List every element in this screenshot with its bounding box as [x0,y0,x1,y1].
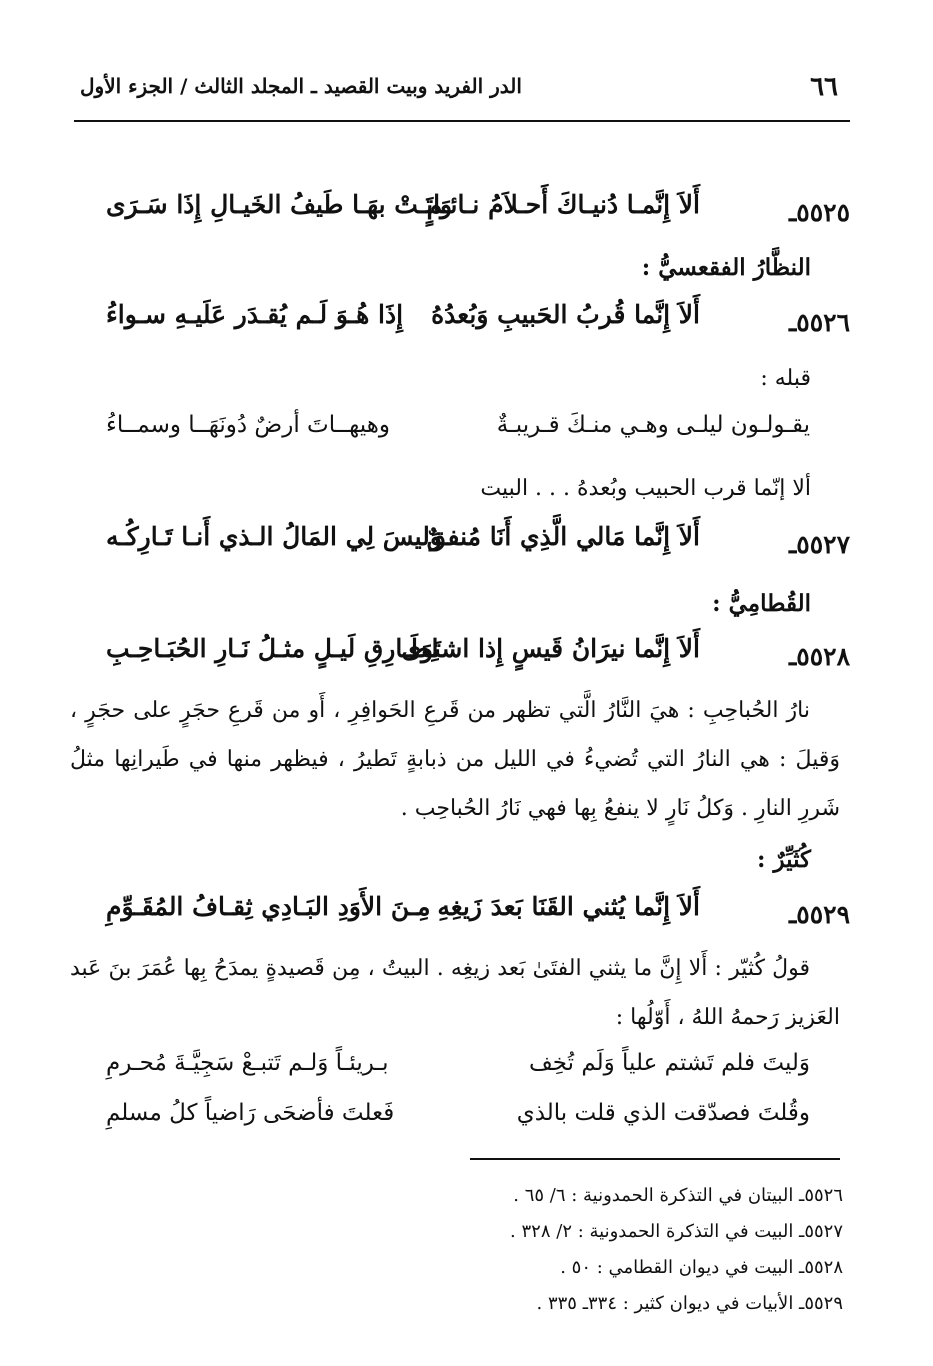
verse-5525 [98,190,850,236]
verse-number: ٥٥٢٥ـ [788,198,850,227]
quoted-verse [98,1050,810,1096]
footnotes [510,1178,843,1322]
header-rule [74,120,850,122]
running-title: الدر الفريد وبيت القصيد ـ المجلد الثالث / الجزء الأول [80,74,522,98]
verse-first-hemistich: أَلاَ إِنَّما مَالي الَّذِي أَنَا مُنفقٌ [426,522,700,551]
verse-5527 [98,522,850,568]
verse-5528 [98,634,850,680]
poet-name: كُثَيِّرٌ : [756,846,811,873]
verse-first-hemistich: أَلاَ إِنَّما قُربُ الحَبيبِ وَبُعدُهُ [431,300,700,329]
verse-second-hemistich: وَليسَ لِي المَالُ الـذي أَنـا تَـارِكُـه [106,522,442,551]
page-number: ٦٦ [810,72,838,102]
footnote-rule [470,1158,840,1160]
verse-number: ٥٥٢٦ـ [788,308,850,337]
verse-second-hemistich: لِطَـارِقِ لَيـلٍ مثـلُ نَـارِ الحُبَـاحِـبِ [106,634,439,663]
verse-number: ٥٥٢٨ـ [788,642,850,671]
footnote: ٥٥٢٩ـ الأبيات في ديوان كثير : ٣٣٤ـ ٣٣٥ . [536,1293,843,1314]
verse-first-hemistich: أَلاَ إِنَّما نيرَانُ قَيسٍ إِذا اشتَوَى [401,634,700,663]
note-text: ألا إنّما قرب الحبيب وبُعدهُ . . . البيت [480,476,811,501]
verse-second-hemistich: وَاتَـتْ بهَـا طَيفُ الخَيـالِ إِذَا سَـرَى [106,190,453,219]
verse-first-hemistich: أَلاَ إِنَّمـا دُنيـاكَ أَحـلاَمُ نـائـمٍ [426,190,700,219]
note-text: قبله : [760,366,811,391]
footnote: ٥٥٢٦ـ البيتان في التذكرة الحمدونية : ٦/ ٦٥ . [513,1185,843,1206]
verse-first-hemistich: وَليتَ فلم تَشتم علياً وَلَم تُخِف [528,1050,810,1076]
commentary-paragraph: قولُ كُثيّر : أَلا إِنَّ ما يثني الفتَىٰ بَعد زيغِه . البيتُ ، مِن قَصيدةٍ يمدَحُ بِها عُمَرَ بنَ عَبد العَزيز رَحمهُ اللهُ ، أَوّلُها : [70,956,840,1030]
verse-number: ٥٥٢٩ـ [788,900,850,929]
verse-first-hemistich: وقُلتَ فصدّقت الذي قلت بالذي [516,1100,810,1126]
verse-first-hemistich: يقـولـون ليلـى وهـي منـكَ قـريبـةٌ [496,412,810,438]
verse-first-hemistich: أَلاَ إِنَّما يُثني القَنَا بَعدَ زَيغِهِ [437,892,700,921]
verse-second-hemistich: بـريئـاً وَلـم تَتبـعْ سَجِيَّـةَ مُحـرمِ [106,1050,389,1076]
verse-second-hemistich: فَعلتَ فأضحَى رَاضياً كلُ مسلمِ [106,1100,395,1126]
verse-5529 [98,892,850,938]
footnote: ٥٥٢٨ـ البيت في ديوان القطامي : ٥٠ . [560,1257,843,1278]
quoted-verse [98,412,810,458]
verse-number: ٥٥٢٧ـ [788,530,850,559]
verse-second-hemistich: مِـنَ الأَوَدِ البَـادِي ثِقـافُ المُقَـوِّمِ [106,892,431,921]
verse-second-hemistich: وهيهــاتَ أرضٌ دُونَهَــا وسمــاءُ [106,412,390,438]
poet-name: القُطامِيُّ : [712,590,811,617]
footnote: ٥٥٢٧ـ البيت في التذكرة الحمدونية : ٢/ ٣٢٨ . [510,1221,843,1242]
verse-5526 [98,300,850,346]
quoted-verse [98,1100,810,1146]
page-header [74,62,850,102]
commentary-paragraph: نارُ الحُباحِبِ : هيَ النَّارُ الَّتي تظهر من قَرعِ الحَوافِرِ ، أَو من قَرعِ حجَرٍ على حجَرٍ ، وَقيلَ : هي النارُ التي تُضيءُ في الليل من ذبابةٍ تَطيرُ ، فيظهر منها في طَيرانِها مثلُ شَررِ النارِ . وَكلُ نَارٍ لا ينفعُ بِها فهي نَارُ الحُباحِب . [70,698,840,821]
verse-second-hemistich: إِذَا هُـوَ لَـم يُقـدَر عَلَيـهِ سـواءُ [106,300,404,329]
poet-name: النظَّارُ الفقعسيُّ : [641,254,811,281]
